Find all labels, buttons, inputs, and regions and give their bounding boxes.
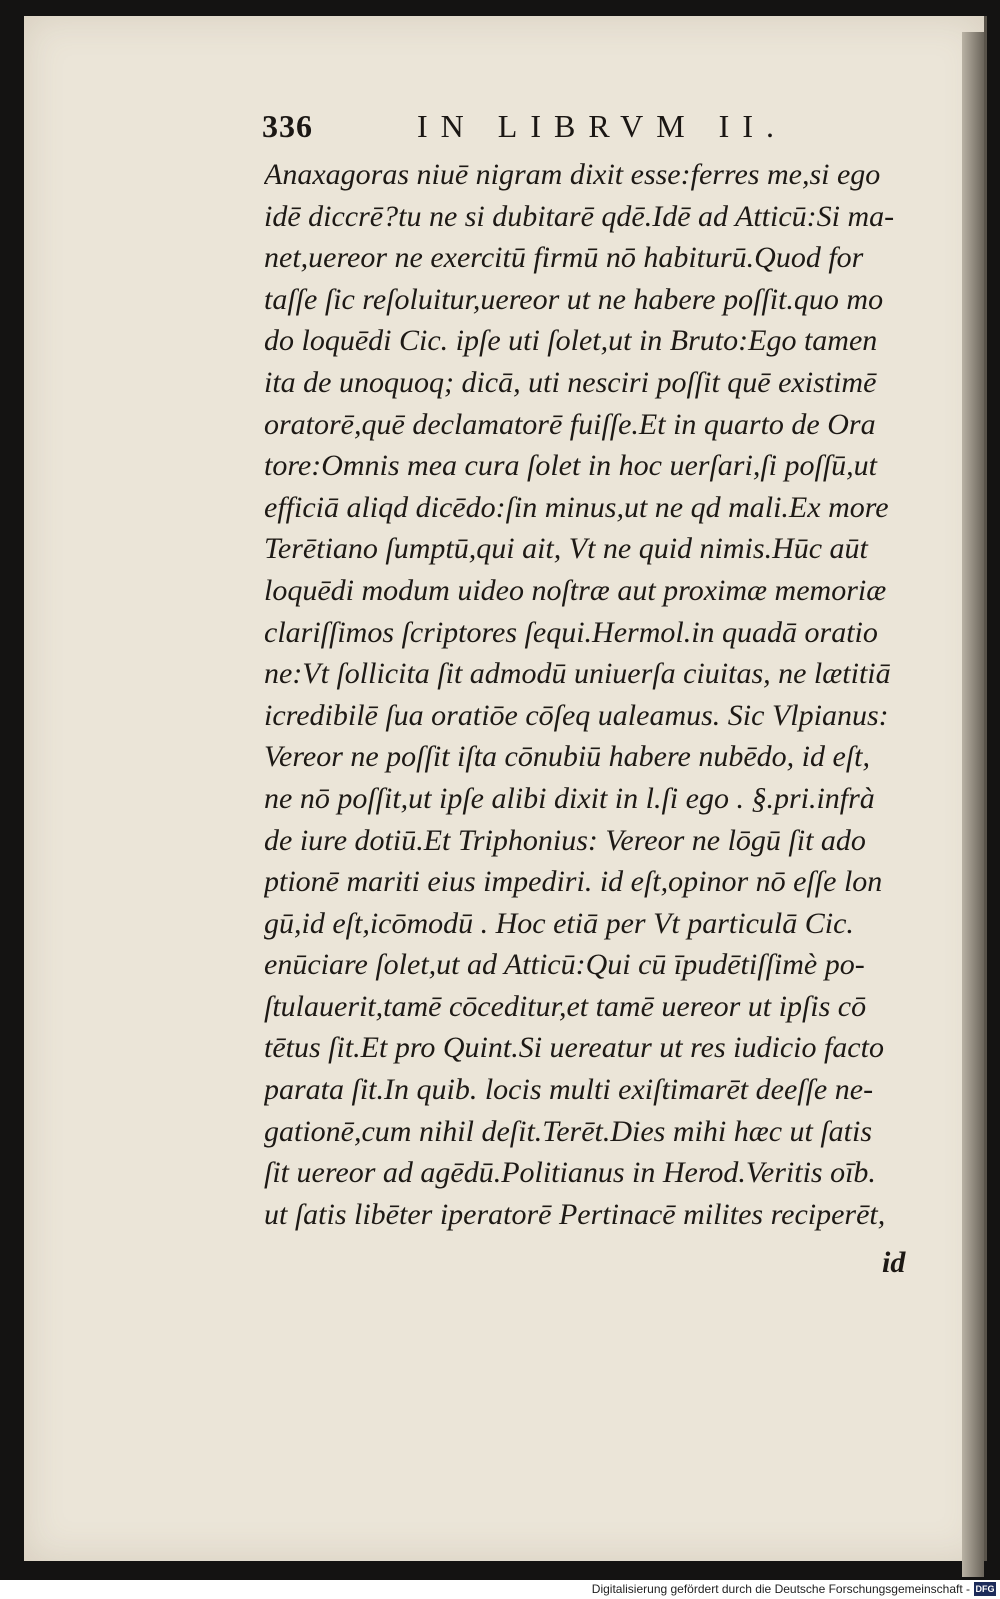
text-line: de iure dotiū.Et Triphonius: Vereor ne lōgū ſit ado — [264, 823, 866, 857]
funding-credit: Digitalisierung gefördert durch die Deutsche Forschungsgemeinschaft - — [591, 1582, 970, 1596]
catchword: id — [882, 1246, 906, 1279]
text-line: ut ſatis libēter iperatorē Pertinacē milites reciperēt, — [264, 1197, 886, 1231]
text-line: ne nō poſſit,ut ipſe alibi dixit in l.ſi ego . §.pri.infrà — [264, 781, 875, 815]
text-line: ſtulauerit,tamē cōceditur,et tamē uereor ut ipſis cō — [264, 989, 867, 1023]
text-line: enūciare ſolet,ut ad Atticū:Qui cū īpudētiſſimè po- — [264, 948, 865, 982]
running-title: IN LIBRVM II. — [417, 108, 787, 144]
text-line: Anaxagoras niuē nigram dixit esse:ferres me,si ego — [264, 158, 881, 191]
text-line: do loquēdi Cic. ipſe uti ſolet,ut in Bruto:Ego tamen — [264, 324, 878, 358]
text-line: taſſe ſic reſoluitur,uereor ut ne habere poſſit.quo mo — [264, 282, 884, 316]
text-line: idē diccrē?tu ne si dubitarē qdē.Idē ad Atticū:Si ma- — [264, 199, 895, 233]
folio-number: 336 — [262, 108, 313, 144]
text-line: icredibilē ſua oratiōe cōſeq ualeamus. Sic Vlpianus: — [264, 698, 889, 732]
page-header — [262, 108, 862, 150]
text-line: Vereor ne poſſit iſta cōnubiū habere nubēdo, id eſt, — [264, 740, 871, 774]
text-line: gationē,cum nihil deſit.Terēt.Dies mihi hæc ut ſatis — [264, 1114, 873, 1148]
page-edge — [962, 32, 984, 1577]
text-line: oratorē,quē declamatorē fuiſſe.Et in quarto de Ora — [264, 407, 876, 441]
dfg-logo: DFG — [975, 1584, 995, 1594]
text-line: tētus ſit.Et pro Quint.Si uereatur ut res iudicio facto — [264, 1031, 884, 1065]
text-line: ita de unoquoq; dicā, uti nesciri poſſit quē existimē — [264, 365, 877, 399]
footer-bar — [0, 1580, 1000, 1599]
text-line: tore:Omnis mea cura ſolet in hoc uerſari,ſi poſſū,ut — [264, 449, 877, 483]
text-block — [264, 154, 924, 1235]
text-line: Terētiano ſumptū,qui ait, Vt ne quid nimis.Hūc aūt — [264, 532, 868, 566]
text-line: efficiā aliqd dicēdo:ſin minus,ut ne qd mali.Ex more — [264, 490, 889, 524]
text-line: net,uereor ne exercitū firmū nō habiturū.Quod for — [264, 241, 864, 275]
text-line: gū,id eſt,icōmodū . Hoc etiā per Vt particulā Cic. — [264, 906, 854, 940]
text-line: ſit uereor ad agēdū.Politianus in Herod.Veritis oīb. — [264, 1156, 876, 1190]
text-line: loquēdi modum uideo noſtræ aut proximæ memoriæ — [264, 573, 887, 607]
text-line: clariſſimos ſcriptores ſequi.Hermol.in quadā oratio — [264, 615, 878, 649]
text-line: ne:Vt ſollicita ſit admodū uniuerſa ciuitas, ne lætitiā — [264, 657, 891, 691]
text-line: ptionē mariti eius impediri. id eſt,opinor nō eſſe lon — [264, 865, 883, 899]
text-line: parata ſit.In quib. locis multi exiſtimarēt deeſſe ne- — [264, 1073, 874, 1107]
